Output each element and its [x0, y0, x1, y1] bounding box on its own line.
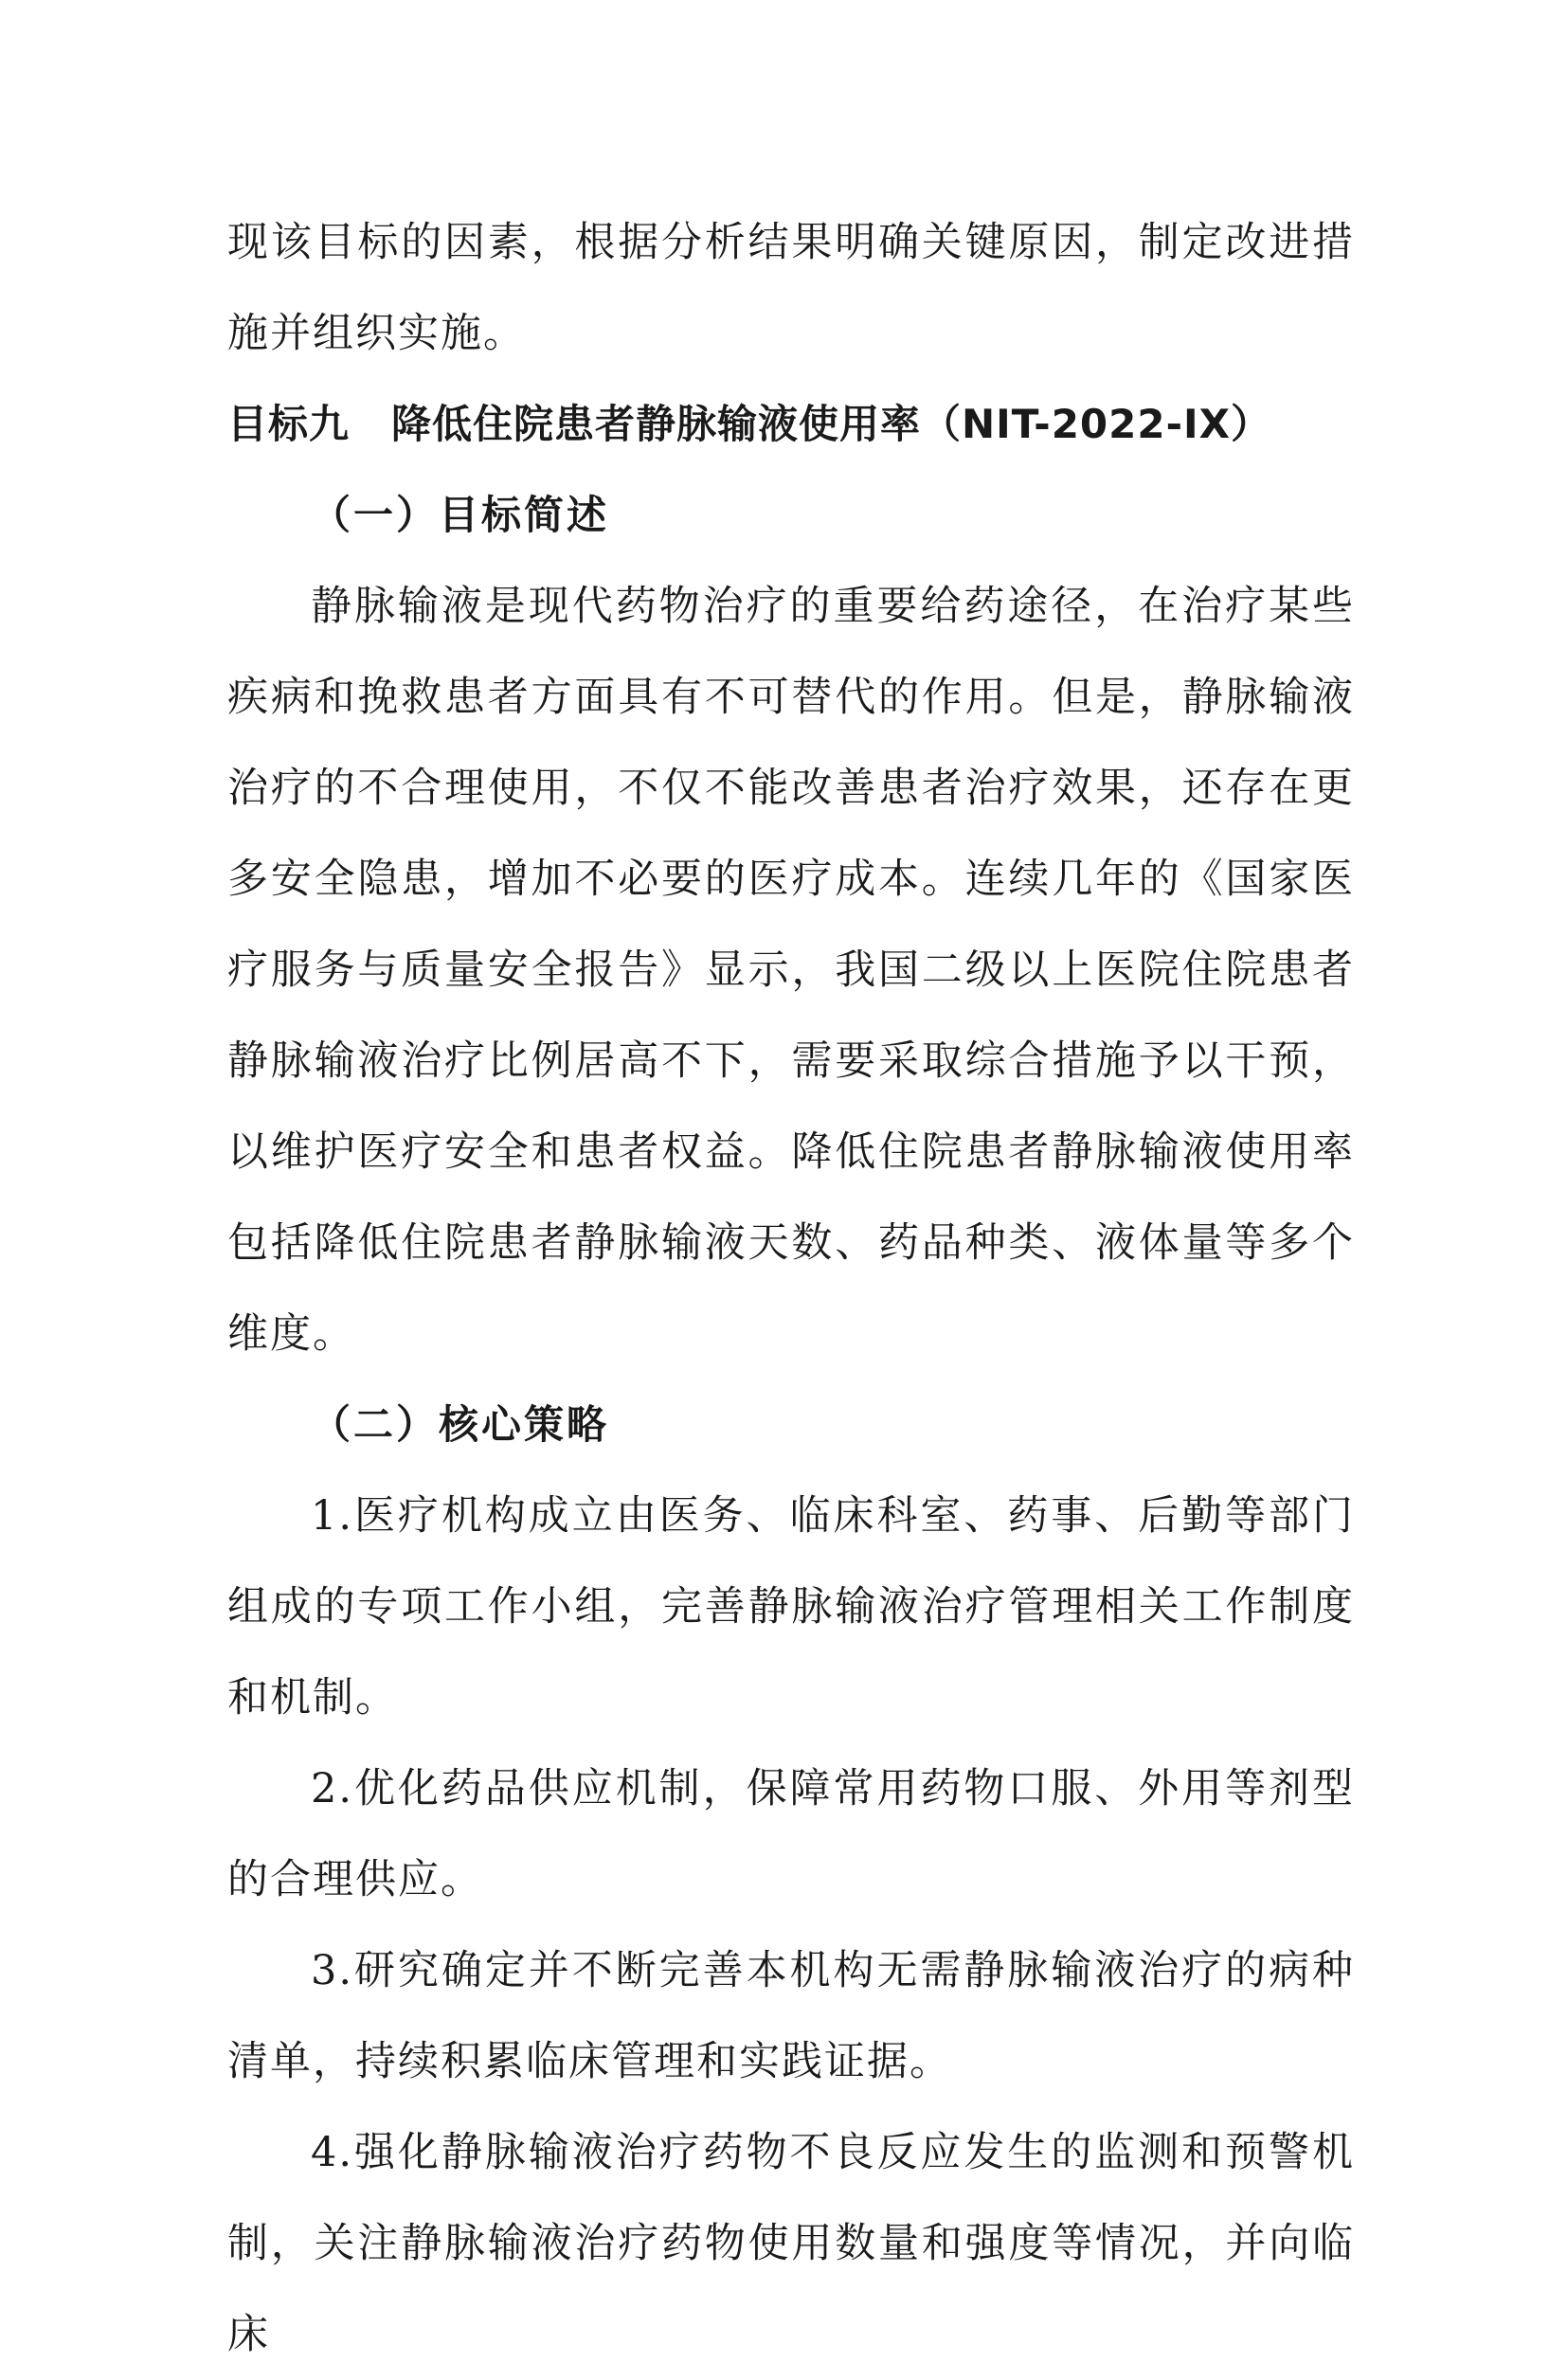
- strategy-item-2: 2.优化药品供应机制，保障常用药物口服、外用等剂型的合理供应。: [227, 1765, 1355, 1903]
- strategy-item-3: 3.研究确定并不断完善本机构无需静脉输液治疗的病种清单，持续积累临床管理和实践证据。: [227, 1947, 1355, 2085]
- strategy-item-4: 4.强化静脉输液治疗药物不良反应发生的监测和预警机制，关注静脉输液治疗药物使用数量和强度等情况，并向临床: [227, 2129, 1355, 2358]
- overview-paragraph: 静脉输液是现代药物治疗的重要给药途径，在治疗某些疾病和挽救患者方面具有不可替代的作用。但是，静脉输液治疗的不合理使用，不仅不能改善患者治疗效果，还存在更多安全隐患，增加不必要的医疗成本。连续几年的《国家医疗服务与质量安全报告》显示，我国二级以上医院住院患者静脉输液治疗比例居高不下，需要采取综合措施予以干预，以维护医疗安全和患者权益。降低住院患者静脉输液使用率包括降低住院患者静脉输液天数、药品种类、液体量等多个维度。: [227, 583, 1355, 1358]
- strategy-item-1: 1.医疗机构成立由医务、临床科室、药事、后勤等部门组成的专项工作小组，完善静脉输液治疗管理相关工作制度和机制。: [227, 1492, 1355, 1722]
- document-body: [227, 197, 1355, 2380]
- goal-title: 降低住院患者静脉输液使用率（NIT-2022-IX）: [391, 401, 1272, 447]
- goal-heading: [227, 379, 1355, 470]
- section-heading-overview: （一）目标简述: [311, 492, 610, 538]
- goal-number: 目标九: [227, 401, 351, 447]
- section-heading-strategies: （二）核心策略: [311, 1401, 610, 1448]
- continuation-paragraph: 现该目标的因素，根据分析结果明确关键原因，制定改进措施并组织实施。: [227, 219, 1355, 357]
